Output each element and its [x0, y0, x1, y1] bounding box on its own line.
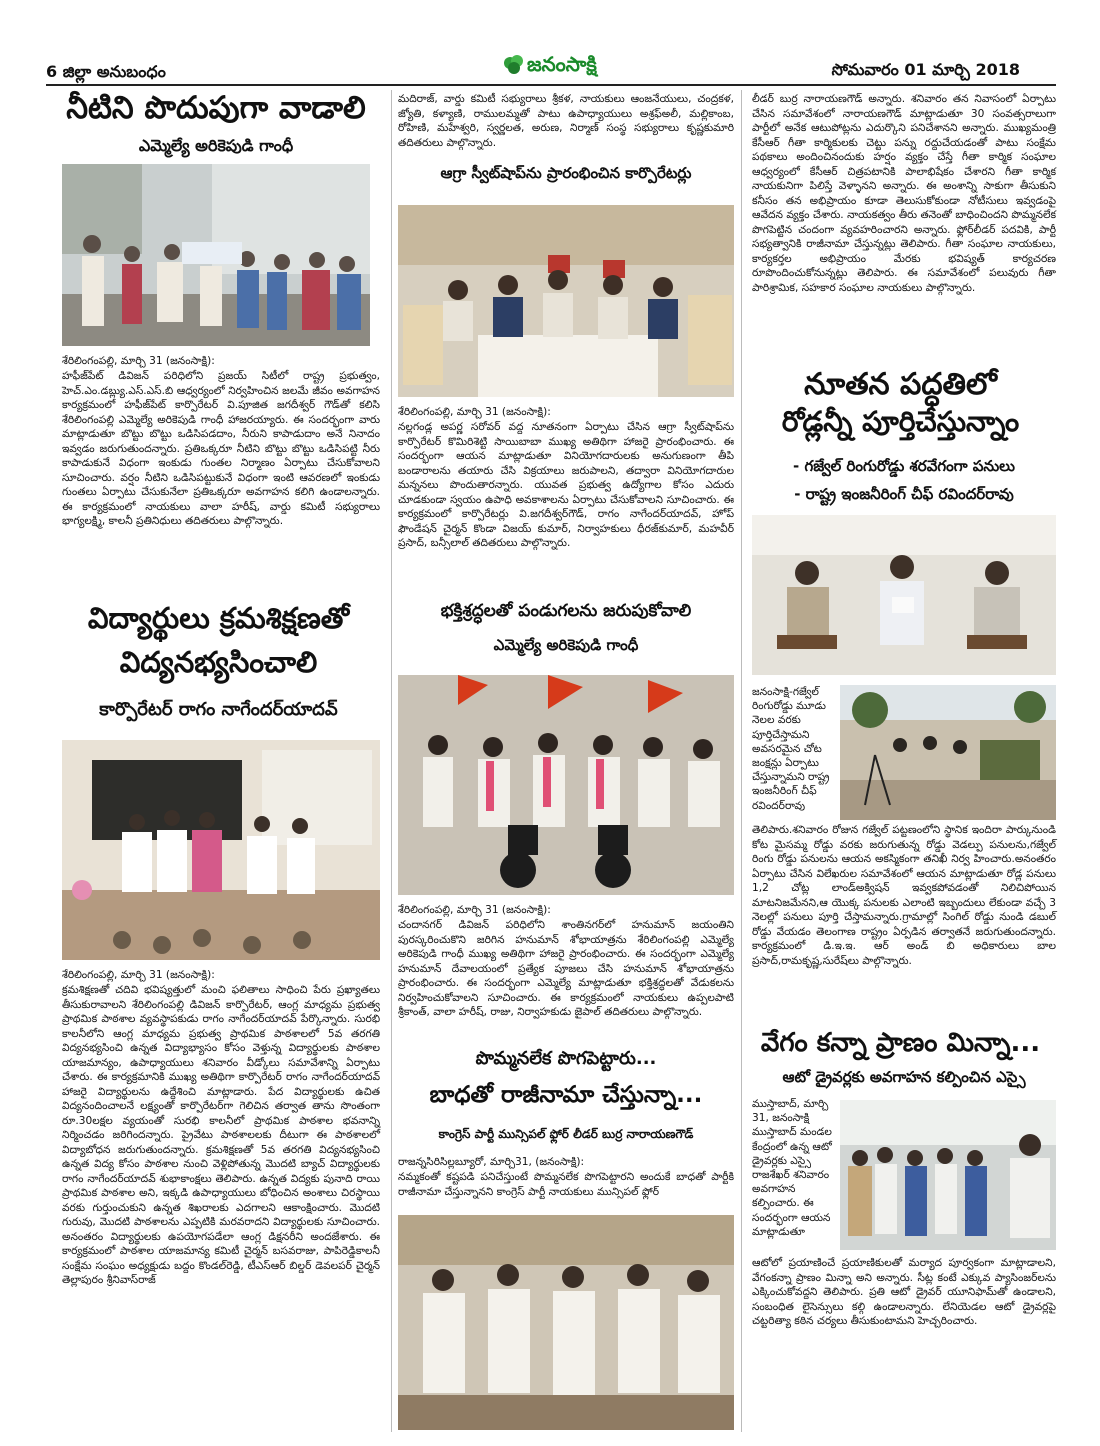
article-photo — [398, 1215, 734, 1430]
article-subtitle: ఎమ్మెల్యే అరికెపుడి గాంధీ — [493, 636, 639, 654]
article-title: వేగం కన్నా ప్రాణం మిన్నా... — [760, 1028, 1041, 1058]
dateline: రాజన్నసిరిసిల్లబ్యూరో, మార్చి31, (జనంసాక్షి): — [398, 1156, 585, 1168]
article-title: ఆగ్రా స్వీట్‌షాప్‌ను ప్రారంభించిన కార్పొరేటర్లు — [440, 164, 692, 182]
article-subtitle: - గజ్వేల్ రింగురోడ్డు శరవేగంగా పనులు — [793, 457, 1015, 475]
dateline: శేరిలింగంపల్లి, మార్చి 31 (జనంసాక్షి): — [398, 904, 551, 916]
page-label: 6 జిల్లా అనుబంధం — [46, 62, 166, 81]
header-rule — [46, 84, 1056, 86]
article-title-line: రోడ్లన్నీ పూర్తిచేస్తున్నాం — [781, 405, 1020, 438]
article-photo — [62, 740, 380, 960]
article-subtitle: కార్పొరేటర్ రాగం నాగేందర్‌యాదవ్ — [99, 699, 338, 720]
article-title-line: విద్యార్థులు క్రమశిక్షణతో — [87, 601, 350, 635]
article-title-line: నూతన పద్ధతిలో — [804, 367, 997, 402]
article-title: భక్తిశ్రద్ధలతో పండుగలను జరుపుకోవాలి — [440, 601, 692, 621]
article-body: తెలిపారు.శనివారం రోజున గజ్వేల్ పట్టణంలోని స్థానిక ఇందిరా పార్కునుండి కోట మైసమ్మ రోడ్డు వరకు జరుగుతున్న రోడ్డు వెడల్పు పనులను,గజ్వేల్ రింగు రోడ్డు పనులను ఆయన అకస్మికంగా తనిఖీ నిర్వ హించారు.అనంతరం ఏర్పాటు చేసిన విలేఖరుల సమావేశంలో ఆయన మాట్లాడుతూ రోడ్ల పనులు 1,2 చోట్ల లాండ్‌అక్విషన్ ఇవ్వకపోవడంతో నిలిచిపోయిన మాటనిజమేనని,ఆ యొక్క పనులకు ఎలాంటి ఇబ్బందులు లేకుండా వచ్చే 3 నెలల్లో పనులు పూర్తి చేస్తామన్నారు.గ్రామాల్లో సింగిల్ రోడ్డు నుండి డబుల్ రోడ్డు వేయడం తెలంగాణ రాష్ట్రం ఏర్పడిన తర్వాతనే జరుగుతుందన్నారు. కార్యక్రమంలో డి.ఇ.ఇ. ఆర్ అండ్ బి అధికారులు బాల ప్రసాద్,రామకృష్ణ,సురేష్‌లు పాల్గొన్నారు. — [752, 824, 1056, 967]
article-photo — [62, 164, 370, 346]
article-subtitle: - రాష్ట్ర ఇంజనీరింగ్ చీఫ్ రవిందర్‌రావు — [794, 485, 1014, 503]
leaf-logo-icon — [503, 54, 525, 76]
article-body: క్రమశిక్షణతో చదివి భవిష్యత్తులో మంచి ఫలితాలు సాధించి పేరు ప్రఖ్యాతలు తీసుకురావాలని శేరిలింగంపల్లి డివిజన్ కార్పొరేటర్, ఆంగ్ల మాధ్యమ ప్రభుత్వ ప్రాథమిక పాఠశాల వ్యవస్థాపకుడు రాగం నాగేందర్‌యాదవ్ పేర్కొన్నారు. సురభి కాలనీలోని ఆంగ్ల మాధ్యమ ప్రభుత్వ ప్రాథమిక పాఠశాలలో 5వ తరగతి విద్యనభ్యసించి ఉన్నత విద్యాభ్యాసం కోసం వెళ్తున్న విద్యార్థులకు పాఠశాల యాజమాన్యం, ఉపాధ్యాయులు శనివారం వీడ్కోలు సమావేశాన్ని ఏర్పాటు చేశారు. ఈ కార్యక్రమానికి ముఖ్య అతిథిగా కార్పొరేటర్ రాగం నాగేందర్‌యాదవ్ హాజరై విద్యార్థులను ఉద్దేశించి మాట్లాడారు. పేద విద్యార్థులకు ఉచిత విద్యనందించాలనే లక్ష్యంతో కార్పొరేటర్‌గా గెలిచిన తర్వాత తాను సొంతంగా రూ.30లక్షల వ్యయంతో సురభి కాలనీలో ప్రాథమిక పాఠశాల భవనాన్ని నిర్మించడం జరిగిందన్నారు. ప్రైవేటు పాఠశాలలకు దీటుగా ఈ పాఠశాలలో విద్యాబోధన జరుగుతుందన్నారు. క్రమశిక్షణతో 5వ తరగతి విద్యనభ్యసించి ఉన్నత విద్య కోసం పాఠశాల నుంచి వెళ్లిపోతున్న మొదటి బ్యాచ్ విద్యార్థులకు రాగం నాగేందర్‌యాదవ్ శుభాకాంక్షలు తెలిపారు. ఉన్నత విద్యకు పునాది రాయి ప్రాథమిక పాఠశాల అని, ఇక్కడి ఉపాధ్యాయులు బోధించిన అంశాలు చిరస్థాయి వరకు గుర్తుంచుకుని ఉన్నత శిఖరాలకు ఎదగాలని ఆకాంక్షించారు. మొదటి గురువు, మొదటి పాఠశాలను ఎప్పటికి మరవరాదని విద్యార్థులకు సూచించారు. అనంతరం విద్యార్థులకు ఉపయోగపడేలా ఆంగ్ల డిక్షనరీని అందజేశారు. ఈ కార్యక్రమంలో పాఠశాల యాజమాన్య కమిటీ చైర్మన్ బసవరాజు, పాపిరెడ్డికాలనీ సంక్షేమ సంఘం అధ్యక్షుడు బద్దం కొండల్‌రెడ్డి, టీఎస్ఆర్ బిల్డర్ డెవలపర్ చైర్మన్ తెల్లాపురం శ్రీనివాస్‌రాజ్ — [62, 984, 380, 1286]
article-body: హఫీజ్‌పేట్ డివిజన్ పరిధిలోని ప్రజయ్ సిటీలో రాష్ట్ర ప్రభుత్వం, హెచ్.ఎం.డబ్ల్యు.ఎస్.ఎస్.బి ఆధ్వర్యంలో నిర్వహించిన జలమే జీవం అవగాహన కార్యక్రమంలో హఫీజ్‌పేట్ కార్పొరేటర్ వి.పూజిత జగదీశ్వర్ గౌడ్‌తో కలిసి శేరిలింగంపల్లి ఎమ్మెల్యే అరికెపుడి గాంధీ హాజరయ్యారు. ఈ సందర్భంగా వారు మాట్లాడుతూ బొట్టు బొట్టు ఒడిసిపడదాం, నీరుని కాపాడుదాం అనే నినాదం ఇవ్వడం జరుగుతుందన్నారు. ప్రతిఒక్కరూ నీటిని బొట్టు బొట్టు ఒడిసిపట్టి నీరు కాపాడుకునే విధంగా ఇంకుడు గుంతల నిర్మాణం ఏర్పాటు చేసుకోవాలని సూచించారు. వర్షం నీటిని ఒడిసిపట్టుకునే విధంగా ఇంటి ఆవరణలో ఇంకుడు గుంతలు ఏర్పాటు చేసుకునేలా ప్రతిఒక్కరూ అవగాహన కలిగి ఉండాలన్నారు. ఈ కార్యక్రమంలో నాయకులు వాలా హరీష్, వార్డు కమిటీ సభ్యురాలు భాగ్యలక్ష్మి, కాలనీ ప్రతినిధులు తదితరులు పాల్గొన్నారు. — [62, 370, 380, 527]
article-title: నీటిని పొదుపుగా వాడాలి — [66, 90, 366, 126]
article-title: బాధతో రాజీనామా చేస్తున్నా... — [429, 1082, 703, 1108]
article-lead: ముస్తాబాద్, మార్చి 31, జనంసాక్షి ముస్తాబాద్ మండల కేంద్రంలో ఉన్న ఆటో డ్రైవర్లకు ఎస్సై రాజశేఖర్ శనివారం అవగాహన కల్పించారు. ఈ సందర్భంగా ఆయన మాట్లాడుతూ — [752, 1098, 832, 1238]
article-subtitle: ఎమ్మెల్యే అరికెపుడి గాంధీ — [138, 136, 294, 155]
article-title-line: విద్యనభ్యసించాలి — [119, 645, 318, 679]
dateline: శేరిలింగంపల్లి, మార్చి 31 (జనంసాక్షి): — [398, 406, 551, 418]
column-divider — [391, 90, 392, 1432]
column-divider — [741, 90, 742, 1432]
article-subtitle: కాంగ్రెస్ పార్టీ మున్సిపల్ ఫ్లోర్ లీడర్ బుర్ర నారాయణగౌడ్ — [438, 1127, 694, 1141]
masthead-name: జనంసాక్షి — [527, 52, 597, 76]
article-photo — [398, 675, 734, 895]
dateline: శేరిలింగంపల్లి, మార్చి 31 (జనంసాక్షి): — [62, 969, 215, 981]
article-photo — [840, 685, 1056, 820]
issue-date: సోమవారం 01 మార్చి 2018 — [831, 60, 1020, 79]
article-photo — [752, 515, 1056, 675]
article-kicker: పొమ్మనలేక పొగపెట్టారు... — [475, 1048, 657, 1069]
article-photo — [840, 1100, 1056, 1250]
article-photo — [398, 205, 734, 397]
masthead — [503, 52, 643, 80]
dateline: శేరిలింగంపల్లి, మార్చి 31 (జనంసాక్షి): — [62, 355, 215, 367]
article-body: ఆటోలో ప్రయాణించే ప్రయాణికులతో మర్యాద పూర్వకంగా మాట్లాడాలని, వేగంకన్నా ప్రాణం మిన్నా అని అన్నారు. సీట్ల కంటే ఎక్కువ ప్యాసింజర్‌లను ఎక్కించుకోవద్దని తెలిపారు. ప్రతి ఆటో డ్రైవర్ యూనిఫామ్‌తో ఉండాలని, సంబంధిత లైసెన్సులు కల్గి ఉండాలన్నారు. లేనియెడల ఆటో డ్రైవర్లపై చట్టరిత్యా కఠిన చర్యలు తీసుకుంటామని హెచ్చరించారు. — [752, 1257, 1056, 1327]
article-body: నమ్మకంతో కష్టపడి పనిచేస్తుంటే పొమ్మనలేక పొగపెట్టారని అందుకే బాధతో పార్టీకి రాజీనామా చేస్తున్నానని కాంగ్రెస్ పార్టీ నాయకులు మున్సిపల్ ఫ్లోర్ — [398, 1171, 734, 1198]
article-body: చందానగర్ డివిజన్ పరిధిలోని శాంతినగర్‌లో హనుమాన్ జయంతిని పురస్కరించుకొని జరిగిన హనుమాన్ శోభాయాత్రను శేరిలింగంపల్లి ఎమ్మెల్యే అరికెపుడి గాంధీ ముఖ్య అతిథిగా హాజరై ప్రారంభించారు. ఈ సందర్భంగా ఎమ్మెల్యే హనుమాన్ దేవాలయంలో ప్రత్యేక పూజలు చేసి హనుమాన్ శోభాయాత్రను ప్రారంభించారు. ఈ సందర్భంగా ఎమ్మెల్యే మాట్లాడుతూ భక్తిశ్రద్ధలతో వేడుకలను నిర్వహించుకోవాలని సూచించారు. ఈ కార్యక్రమంలో నాయకులు ఉప్పలపాటి శ్రీకాంత్, వాలా హరీష్, రాజు, నిర్వాహకుడు జైపాల్ తదితరులు పాల్గొన్నారు. — [398, 919, 734, 1018]
article-body: లీడర్ బుర్ర నారాయణగౌడ్ అన్నారు. శనివారం తన నివాసంలో ఏర్పాటు చేసిన సమావేశంలో నారాయణగౌడ్ మాట్లాడుతూ 30 సంవత్సరాలుగా పార్టీలో అనేక ఆటుపోట్లను ఎదుర్కొని పనిచేశానని అన్నారు. ముఖ్యమంత్రి కేసీఆర్ గీతా కార్మికులకు చెట్టు పన్ను రద్దుచేయడంతో పాటు సంక్షేమ పథకాలు అందించినందుకు హర్షం వ్యక్తం చేస్తే గీతా కార్మిక సంఘాల ఆధ్వర్యంలో కేసీఆర్ చిత్రపటానికి పాలాభిషేకం చేశారని గీతా కార్మిక నాయకునిగా పిలిస్తే వెళ్ళానని అన్నారు. ఈ అంశాన్ని సాకుగా తీసుకుని కనీసం తన అభిప్రాయం కూడా తెలుసుకోకుండా నోటీసులు ఇవ్వడంపై ఆవేదన వ్యక్తం చేశారు. నాయకత్వం తీరు తనెంతో బాధించిందని పొమ్మనలేక పొగపెట్టిన చందంగా వ్యవహరించారని అన్నారు. ఫ్లోర్‌లీడర్ పదవికి, పార్టీ సభ్యత్వానికి రాజీనామా చేస్తున్నట్లు తెలిపారు. గీతా సంఘాల నాయకులు, కార్యకర్తల అభిప్రాయం మేరకు భవిష్యత్ కార్యచరణ రూపొందించుకోనున్నట్లు తెలిపారు. ఈ సమావేశంలో పలువురు గీతా పారిశ్రామిక, సహకార సంఘాల నాయకులు పాల్గొన్నారు. — [752, 93, 1056, 294]
article-body: నల్లగండ్ల అపర్ణ సరోవర్ వద్ద నూతనంగా ఏర్పాటు చేసిన ఆగ్రా స్వీట్‌షాప్‌ను కార్పొరేటర్ కొమిరిశెట్టి సాయిబాబా ముఖ్య అతిథిగా హాజరై ప్రారంభించారు. ఈ సందర్భంగా ఆయన మాట్లాడుతూ వినియోగదారులకు అనుగుణంగా తీపి బండారాలను తయారు చేసి విక్రయాలు జరుపాలని, తద్వారా వినియోగదారుల మన్ననలు పొందుతారన్నారు. యువత ప్రభుత్వ ఉద్యోగాల కోసం ఎదురు చూడకుండా స్వయం ఉపాధి అవకాశాలను ఏర్పాటు చేసుకోవాలని సూచించారు. ఈ కార్యక్రమంలో కార్పొరేటర్లు వి.జగదీశ్వర్‌గౌడ్, రాగం నాగేందర్‌యాదవ్, హోప్ ఫౌండేషన్ చైర్మన్ కొండా విజయ్ కుమార్, నిర్వాహకులు ధీరజ్‌కుమార్, మహవీర్ ప్రసాద్, బన్సీలాల్ తదితరులు పాల్గొన్నారు. — [398, 421, 734, 549]
article-subtitle: ఆటో డ్రైవర్లకు అవగాహన కల్పించిన ఎస్సై — [782, 1068, 1026, 1086]
article-body: మదిరాజ్, వార్డు కమిటీ సభ్యురాలు శ్రీకళ, నాయకులు ఆంజనేయులు, చంద్రకళ, జ్యోతి, కళ్యాణి, రాములమ్మతో పాటు ఉపాధ్యాయులు అశ్రఫ్‌అలీ, మల్లికాంబ, రోహిణి, మహేశ్వరి, స్వర్ణలత, అరుణ, నిర్మాణ్ సంస్థ సభ్యురాలు కృష్ణకుమారి తదితరులు పాల్గొన్నారు. — [398, 93, 734, 149]
article-lead: జనంసాక్షి-గజ్వేల్ రింగురోడ్డు మూడు నెలల వరకు పూర్తిచేస్తామని అవసరమైన చోట జంక్షన్లు ఏర్పాటు చేస్తున్నామని రాష్ట్ర ఇంజనీరింగ్ చీఫ్ రవిందర్‌రావు — [752, 686, 830, 812]
